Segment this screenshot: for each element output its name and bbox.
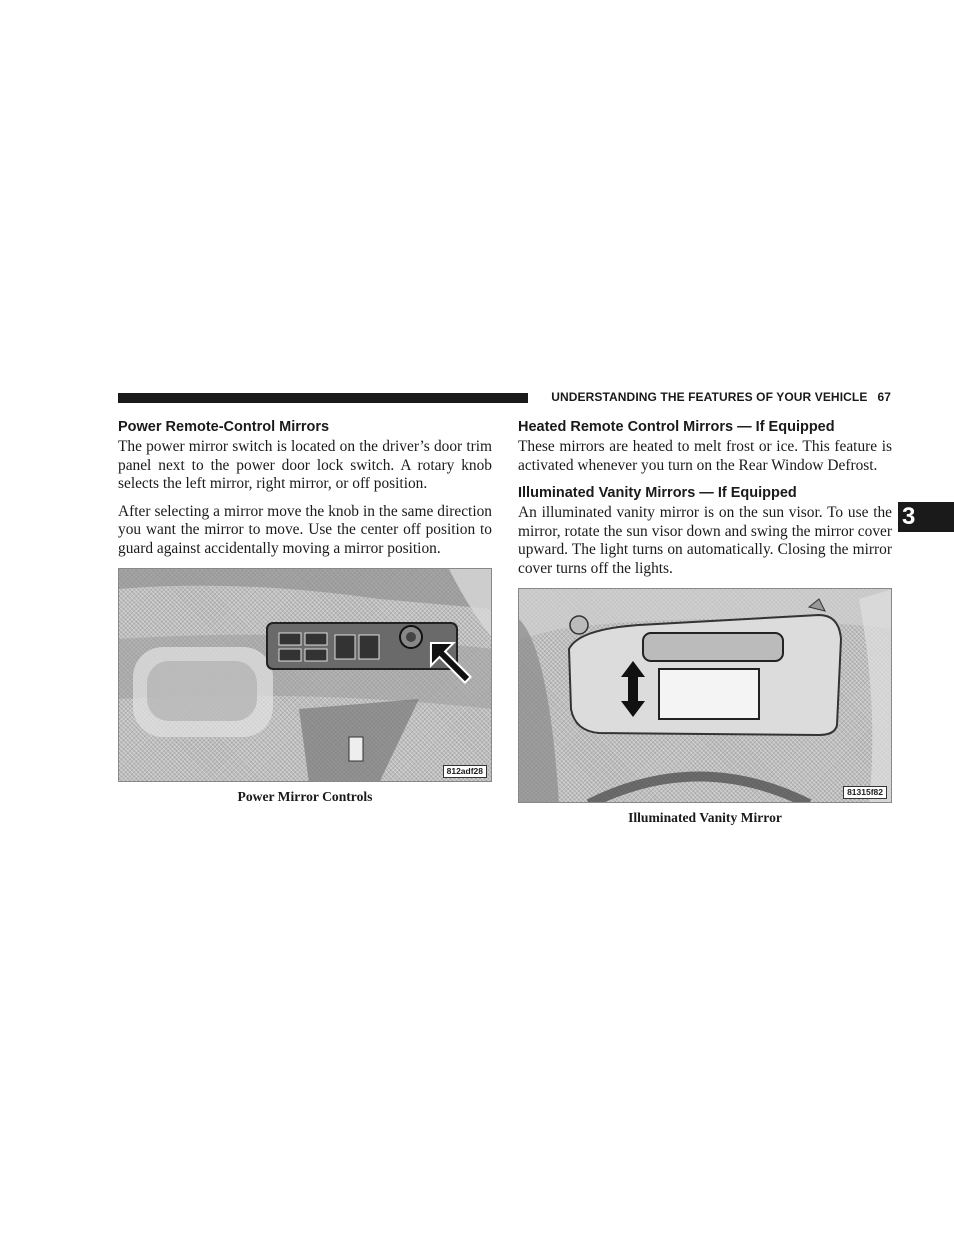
right-column [518,418,892,826]
paragraph: These mirrors are heated to melt frost or ice. This feature is activated whenever you turn on the Rear Window Defrost. [518,438,892,474]
running-head [538,390,891,406]
figure-caption: Illuminated Vanity Mirror [628,809,782,825]
paragraph: An illuminated vanity mirror is on the sun visor. To use the mirror, rotate the sun visor down and swing the mirror cover upward. The light turns on automatically. Closing the mirror cover turns off the lights. [518,504,892,577]
door-panel-illustration [119,569,492,782]
heading-vanity-mirrors: Illuminated Vanity Mirrors — If Equipped [518,485,797,502]
figure-code: 81315f82 [843,786,887,799]
figure-power-mirror-controls [118,568,492,782]
paragraph: The power mirror switch is located on the driver’s door trim panel next to the power door lock switch. A rotary knob selects the left mirror, right mirror, or off position. [118,438,492,493]
figure-caption: Power Mirror Controls [237,788,373,804]
switch-panel [267,623,457,669]
sun-visor-illustration [519,589,892,803]
paragraph: After selecting a mirror move the knob in the same direction you want the mirror to move. Use the center off position to guard against accidentally moving a mirror position. [118,502,492,557]
chapter-tab: 3 [898,502,954,532]
heading-power-mirrors: Power Remote-Control Mirrors [118,419,330,435]
left-column [118,418,492,805]
figure-code: 812adf28 [443,765,487,778]
header-rule [118,393,528,403]
figure-illuminated-vanity-mirror [518,588,892,803]
sun-visor [569,615,841,735]
section-title: UNDERSTANDING THE FEATURES OF YOUR VEHICLE [551,390,868,404]
page-number: 67 [877,390,891,404]
heading-heated-mirrors: Heated Remote Control Mirrors — If Equipped [518,419,835,435]
